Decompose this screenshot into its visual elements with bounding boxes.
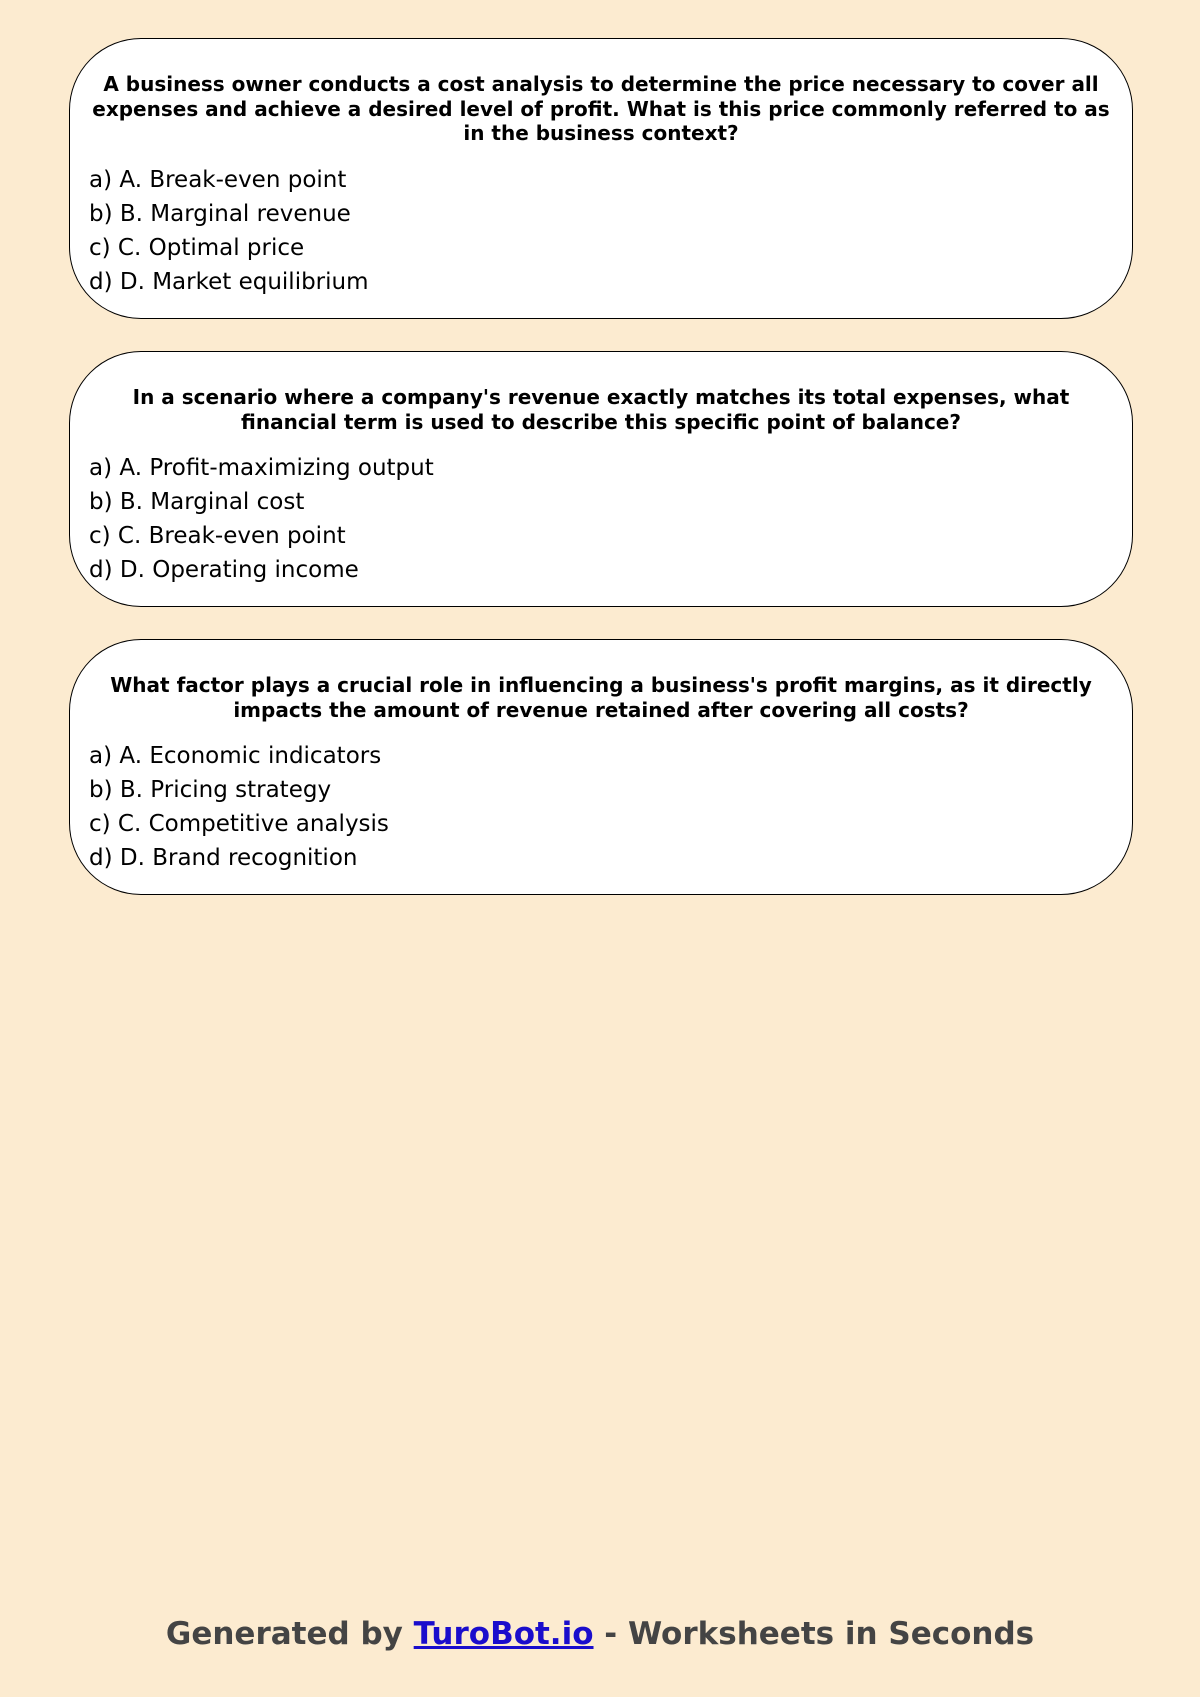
question-card-3 [69,639,1133,895]
answer-options [89,451,1132,587]
answer-option-a: a) A. Break-even point [89,166,347,193]
question-text: What factor plays a crucial role in influencing a business's profit margins, as it directly impacts the amount of revenue retained after covering all costs? [110,673,1092,722]
answer-option-d: d) D. Market equilibrium [89,268,369,295]
answer-option-a: a) A. Profit-maximizing output [89,455,434,481]
footer-credit [0,1616,1200,1652]
answer-option-c: c) C. Optimal price [89,234,305,261]
answer-option-d: d) D. Operating income [89,557,359,583]
question-text: In a scenario where a company's revenue exactly matches its total expenses, what financial term is used to describe this specific point of balance? [132,385,1070,434]
answer-option-b: b) B. Marginal cost [89,489,305,515]
footer-suffix: - Worksheets in Seconds [593,1616,1035,1652]
answer-option-d: d) D. Brand recognition [89,845,358,871]
answer-option-c: c) C. Competitive analysis [89,811,389,837]
answer-option-a: a) A. Economic indicators [89,743,382,769]
answer-options [89,163,1132,299]
answer-option-b: b) B. Pricing strategy [89,777,332,803]
worksheet-questions [69,38,1133,927]
turobot-link[interactable]: TuroBot.io [413,1616,594,1652]
question-text: A business owner conducts a cost analysis to determine the price necessary to cover all expenses and achieve a desired level of profit. What is this price commonly referred to as in the business context? [92,72,1110,145]
question-card-1 [69,38,1133,319]
answer-option-b: b) B. Marginal revenue [89,200,351,227]
answer-options [89,739,1132,875]
footer-prefix: Generated by [165,1616,414,1652]
answer-option-c: c) C. Break-even point [89,523,346,549]
question-card-2 [69,351,1133,607]
